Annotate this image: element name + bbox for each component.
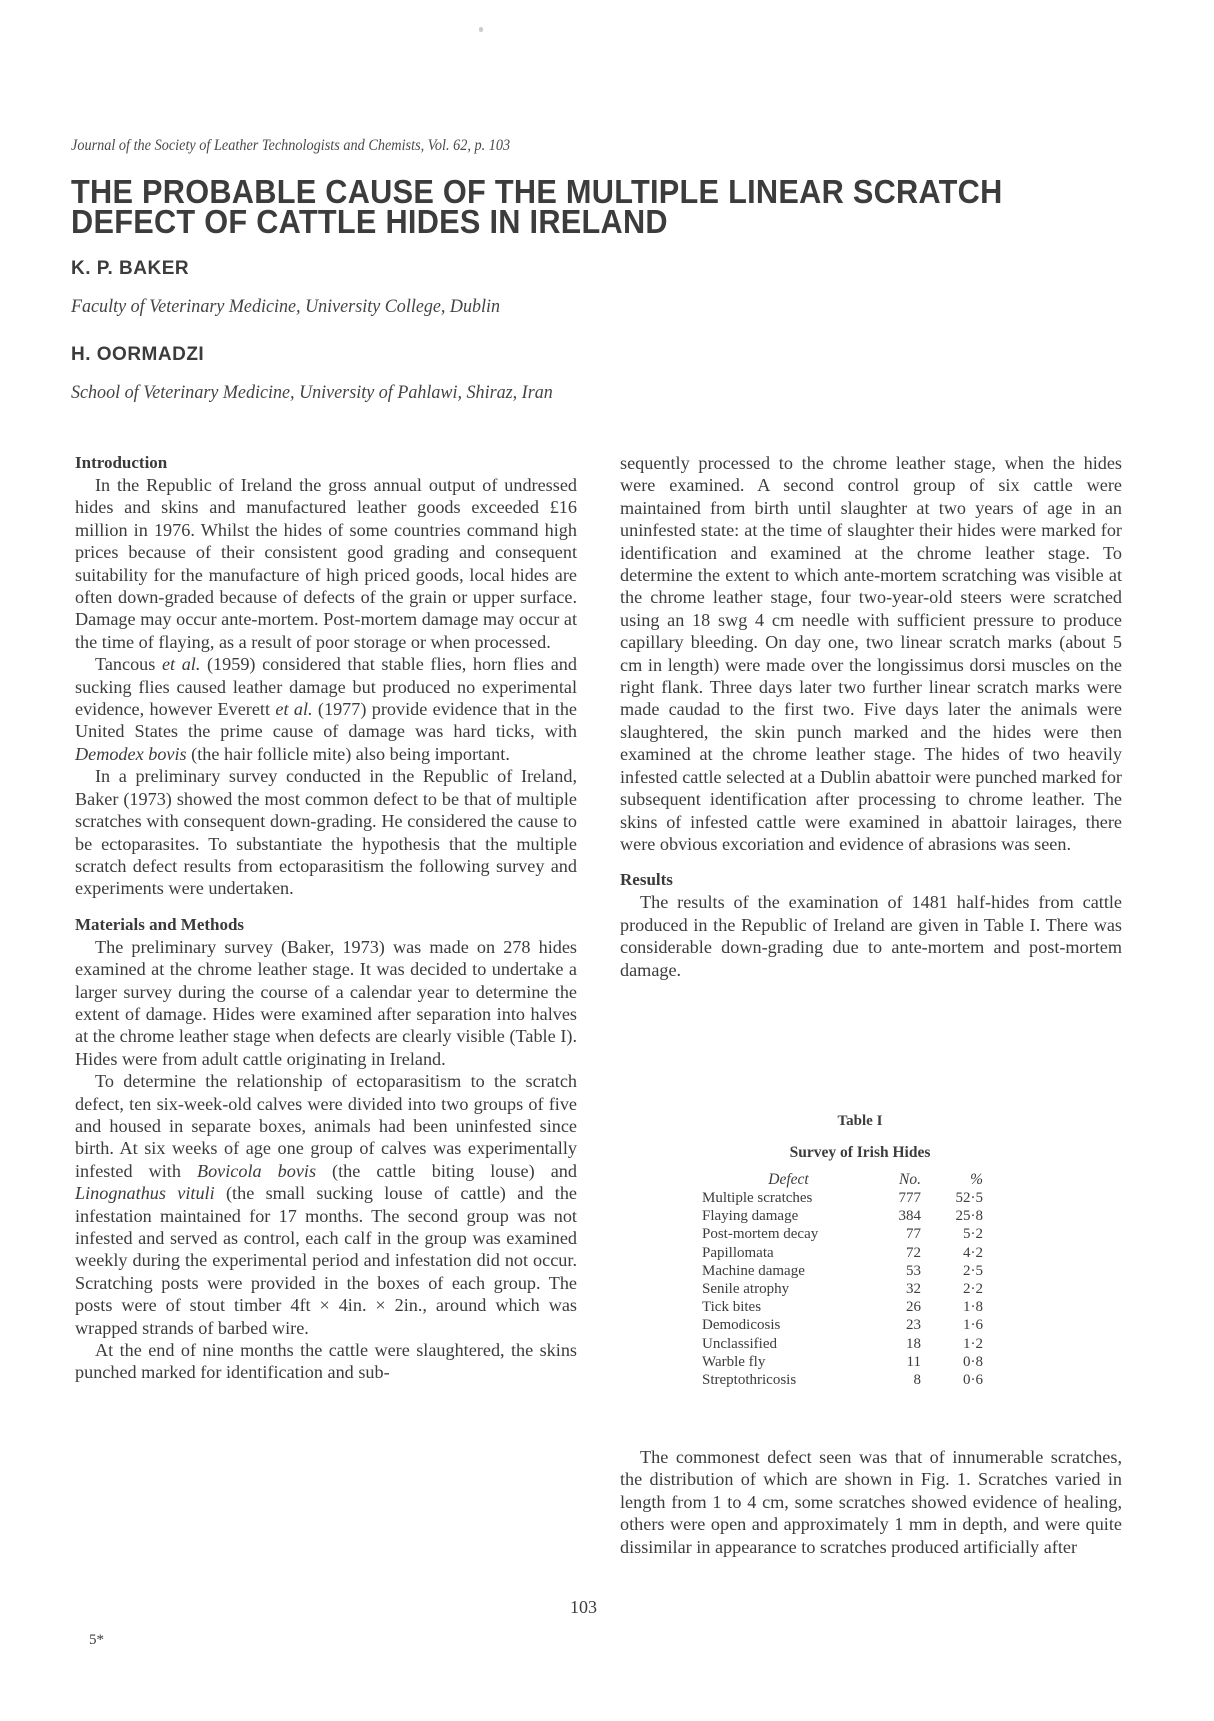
- percent-cell: 0·8: [963, 1353, 983, 1370]
- defect-cell: Flaying damage: [702, 1208, 799, 1225]
- table-row: [700, 1280, 983, 1298]
- methods-paragraph-3-continued: sequently processed to the chrome leather stage, when the hides were examined. A second control group of six cattle were maintained from birth until slaughter at two years of age in an uninfested state: at the time of slaughter their hides were marked for identification and examined at the chrome leather stage. To determine the extent to which ante-mortem scratching was visible at the chrome leather stage, four two-year-old steers were scratched using an 18 swg 4 cm needle with sufficient pressure to produce capillary bleeding. On day one, two linear scratch marks (about 5 cm in length) were made over the longissimus dorsi muscles on the right flank. Three days later two further linear scratch marks were made caudad to the first two. Five days later the animals were slaughtered, the skin punch marked and the hides were then examined at the chrome leather stage. The hides of two heavily infested cattle selected at a Dublin abattoir were punched marked for subsequent identification after processing to chrome leather. The skins of infested cattle were examined in abattoir lairages, there were obvious excoriation and evidence of abrasions was seen.: [620, 453, 1122, 854]
- column-header-number: No.: [899, 1171, 921, 1188]
- count-cell: 32: [906, 1281, 921, 1298]
- count-cell: 18: [906, 1335, 921, 1352]
- table-caption: Table I: [837, 1113, 883, 1129]
- article-title: [71, 173, 1075, 240]
- count-cell: 77: [906, 1226, 921, 1243]
- column-header-defect: Defect: [768, 1171, 809, 1188]
- title-line-1: THE PROBABLE CAUSE OF THE MULTIPLE LINEAR SCRATCH: [71, 173, 1003, 210]
- percent-cell: 5·2: [963, 1226, 983, 1243]
- count-cell: 72: [906, 1244, 921, 1261]
- count-cell: 384: [898, 1208, 921, 1225]
- percent-cell: 1·2: [963, 1335, 983, 1352]
- right-column: [620, 452, 1122, 981]
- percent-cell: 2·5: [963, 1262, 983, 1279]
- count-cell: 777: [898, 1190, 921, 1206]
- methods-paragraph-2: To determine the relationship of ectoparasitism to the scratch defect, ten six-week-old calves were divided into two groups of five and housed in separate boxes, animals had been uninfested since birth. At six weeks of age one group of calves was experimentally infested with Bovicola bovis (the cattle biting louse) and Linognathus vituli (the small sucking louse of cattle) and the infestation maintained for 17 months. The second group was not infested and served as control, each calf in the group was examined weekly during the experimental period and infestation did not occur. Scratching posts were provided in the boxes of each group. The posts were of stout timber 4ft × 4in. × 2in., around which was wrapped strands of barbed wire.: [75, 1071, 577, 1338]
- count-cell: 26: [906, 1299, 921, 1316]
- table-subcaption: Survey of Irish Hides: [789, 1144, 931, 1161]
- intro-paragraph-2: Tancous et al. (1959) considered that stable flies, horn flies and sucking flies caused leather damage but produced no experimental evidence, however Everett et al. (1977) provide evidence that in the United States the prime cause of damage was hard ticks, with Demodex bovis (the hair follicle mite) also being important.: [75, 654, 577, 764]
- defect-table: [700, 1170, 983, 1389]
- percent-cell: 4·2: [963, 1244, 983, 1261]
- author-affiliation: School of Veterinary Medicine, University of Pahlawi, Shiraz, Iran: [71, 382, 553, 403]
- section-heading-introduction: Introduction: [75, 453, 168, 472]
- defect-cell: Multiple scratches: [702, 1190, 813, 1206]
- table-row: [700, 1262, 983, 1280]
- count-cell: 23: [906, 1317, 921, 1334]
- section-heading-materials-methods: Materials and Methods: [75, 914, 245, 934]
- defect-cell: Machine damage: [702, 1262, 805, 1279]
- defect-cell: Papillomata: [702, 1244, 774, 1261]
- results-continued: [620, 1446, 1122, 1558]
- table-row: [700, 1207, 983, 1225]
- results-paragraph-2: The commonest defect seen was that of innumerable scratches, the distribution of which are shown in Fig. 1. Scratches varied in length from 1 to 4 cm, some scratches showed evidence of healing, others were open and approximately 1 mm in depth, and were quite dissimilar in appearance to scratches produced artificially after: [620, 1447, 1122, 1557]
- defect-cell: Streptothricosis: [702, 1372, 797, 1389]
- table-row: [700, 1244, 983, 1262]
- intro-paragraph-3: In a preliminary survey conducted in the Republic of Ireland, Baker (1973) showed the most common defect to be that of multiple scratches with consequent down-grading. He considered the cause to be ectoparasites. To substantiate the hypothesis that the multiple scratch defect results from ectoparasitism the following survey and experiments were undertaken.: [75, 766, 577, 899]
- defect-cell: Tick bites: [702, 1299, 762, 1316]
- count-cell: 11: [906, 1353, 921, 1370]
- percent-cell: 0·6: [963, 1372, 983, 1389]
- percent-cell: 2·2: [963, 1281, 983, 1298]
- defect-cell: Senile atrophy: [702, 1281, 790, 1298]
- scan-speck: [479, 27, 483, 32]
- table-row: [700, 1225, 983, 1243]
- table-row: [700, 1353, 983, 1371]
- defect-cell: Warble fly: [702, 1353, 766, 1370]
- table-row: [700, 1335, 983, 1353]
- table-row: [700, 1298, 983, 1316]
- left-column: [75, 452, 577, 1384]
- journal-citation: Journal of the Society of Leather Technologists and Chemists, Vol. 62, p. 103: [71, 137, 511, 154]
- count-cell: 8: [913, 1372, 921, 1389]
- intro-paragraph-1: In the Republic of Ireland the gross annual output of undressed hides and skins and manufactured leather goods exceeded £16 million in 1976. Whilst the hides of some countries command high prices because of their consistent good grading and consequent suitability for the manufacture of high priced goods, local hides are often down-graded because of defects of the grain or upper surface. Damage may occur ante-mortem. Post-mortem damage may occur at the time of flaying, as a result of poor storage or when processed.: [75, 475, 577, 652]
- page-number: 103: [570, 1597, 597, 1617]
- percent-cell: 1·8: [963, 1299, 983, 1316]
- defect-cell: Post-mortem decay: [702, 1226, 819, 1243]
- defect-cell: Unclassified: [702, 1335, 777, 1352]
- signature-mark: 5*: [89, 1632, 104, 1648]
- count-cell: 53: [906, 1262, 921, 1279]
- methods-paragraph-1: The preliminary survey (Baker, 1973) was made on 278 hides examined at the chrome leather stage. It was decided to undertake a larger survey during the course of a calendar year to determine the extent of damage. Hides were examined after separation into halves at the chrome leather stage when defects are clearly visible (Table I). Hides were from adult cattle originating in Ireland.: [75, 936, 577, 1069]
- table-row: [700, 1316, 983, 1334]
- table-header-row: [700, 1170, 983, 1189]
- table-row: [700, 1371, 983, 1389]
- percent-cell: 25·8: [955, 1208, 983, 1225]
- defect-cell: Demodicosis: [702, 1317, 781, 1334]
- column-header-percent: %: [970, 1171, 983, 1188]
- section-heading-results: Results: [620, 870, 673, 890]
- author-name: H. OORMADZI: [71, 344, 205, 365]
- author-name: K. P. BAKER: [71, 258, 190, 279]
- methods-paragraph-3: At the end of nine months the cattle were slaughtered, the skins punched marked for identification and sub-: [75, 1340, 577, 1383]
- title-line-2: DEFECT OF CATTLE HIDES IN IRELAND: [71, 203, 668, 240]
- table-survey-of-irish-hides: [700, 1112, 1020, 1389]
- author-affiliation: Faculty of Veterinary Medicine, University College, Dublin: [71, 296, 501, 317]
- percent-cell: 52·5: [955, 1190, 983, 1206]
- percent-cell: 1·6: [963, 1317, 983, 1334]
- table-row: [700, 1189, 983, 1207]
- results-paragraph-1: The results of the examination of 1481 half-hides from cattle produced in the Republic of Ireland are given in Table I. There was considerable down-grading due to ante-mortem and post-mortem damage.: [620, 892, 1122, 980]
